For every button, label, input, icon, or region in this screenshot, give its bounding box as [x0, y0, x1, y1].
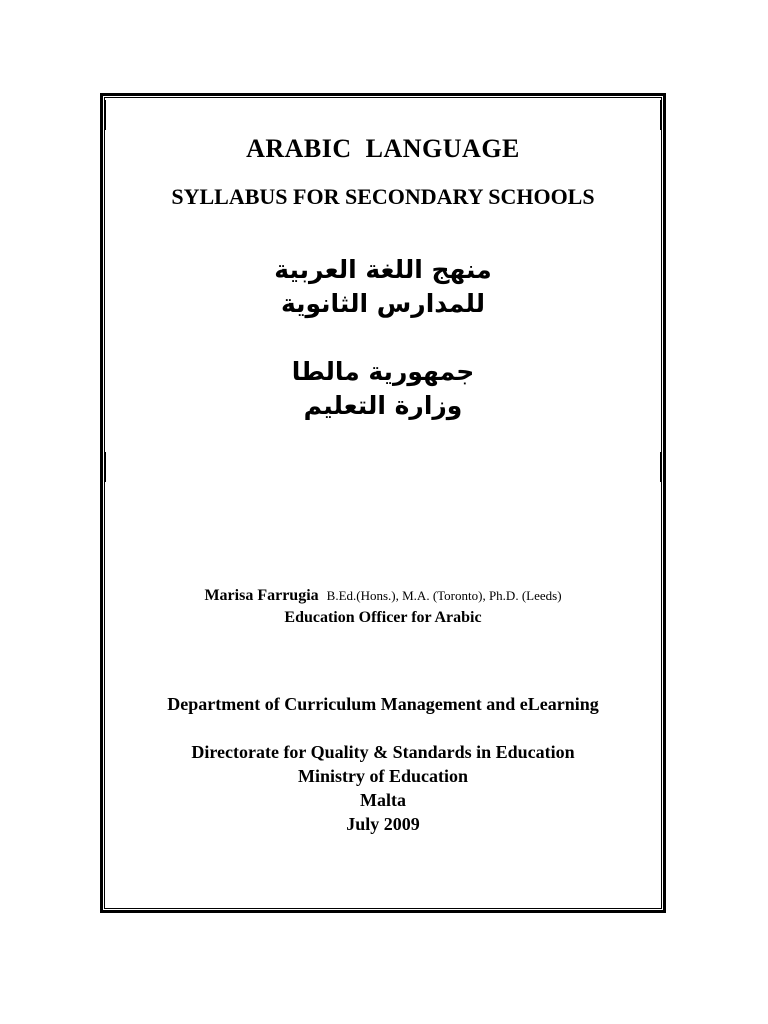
country-name: Malta [360, 790, 406, 810]
department-name: Department of Curriculum Management and eLearning [167, 694, 599, 714]
arabic-title-line-1: منهج اللغة العربية [274, 255, 492, 284]
arabic-title-line-2: للمدارس الثانوية [280, 289, 486, 318]
author-line [104, 587, 662, 605]
publication-date: July 2009 [346, 814, 420, 834]
arabic-org-line-1: جمهورية مالطا [291, 357, 475, 386]
author-name: Marisa Farrugia [204, 587, 319, 604]
page-border-inner [104, 97, 662, 909]
border-tick-left-top [105, 100, 106, 130]
border-tick-right-mid [660, 452, 661, 482]
document-subtitle: SYLLABUS FOR SECONDARY SCHOOLS [171, 184, 595, 209]
ministry-name: Ministry of Education [297, 766, 468, 786]
directorate-name: Directorate for Quality & Standards in Education [191, 742, 575, 762]
author-qualifications: B.Ed.(Hons.), M.A. (Toronto), Ph.D. (Leeds) [326, 588, 562, 603]
document-title: ARABIC LANGUAGE [246, 134, 520, 163]
border-tick-left-mid [105, 452, 106, 482]
arabic-org-line-2: وزارة التعليم [303, 391, 463, 420]
border-tick-right-top [660, 100, 661, 130]
author-role: Education Officer for Arabic [284, 609, 482, 626]
